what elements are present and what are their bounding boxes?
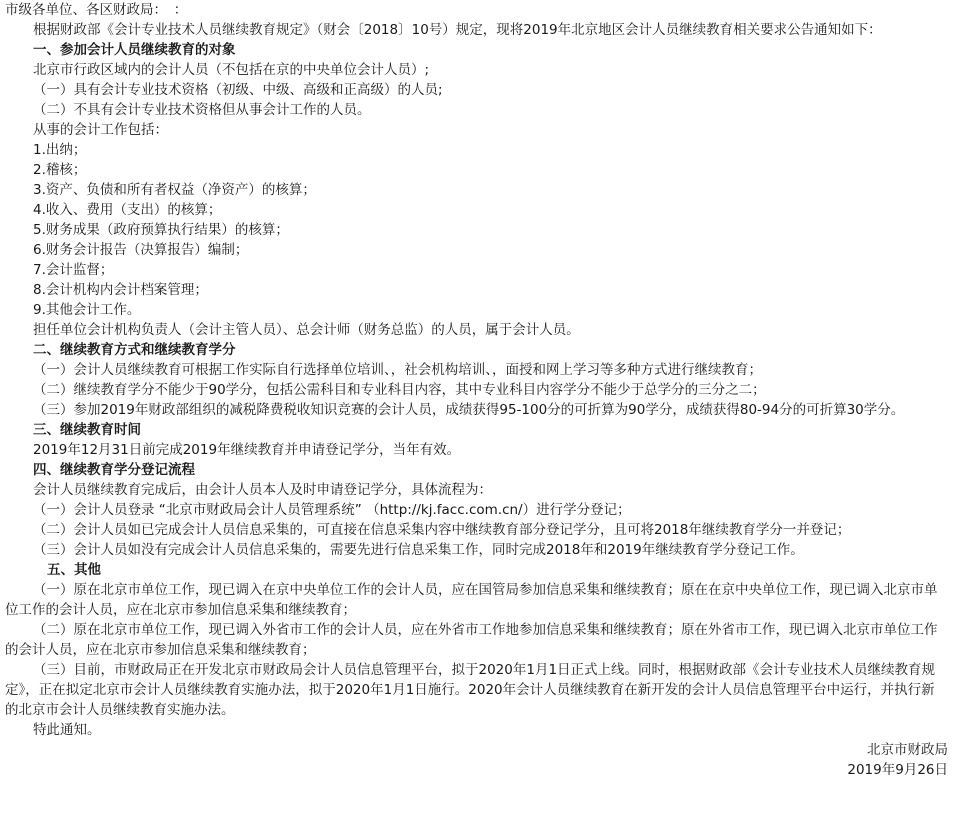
signature-date: 2019年9月26日 xyxy=(847,762,948,778)
section-1-line: 3.资产、负债和所有者权益（净资产）的核算； xyxy=(33,182,316,198)
section-2-item: （三）参加2019年财政部组织的减税降费税收知识竞赛的会计人员，成绩获得95-100分的可折算为90学分，成绩获得80-94分的可折算30学分。 xyxy=(33,402,905,418)
section-4-line: （三）会计人员如没有完成会计人员信息采集的，需要先进行信息采集工作，同时完成2018年和2019年继续教育学分登记工作。 xyxy=(33,542,804,558)
section-1-line: 4.收入、费用（支出）的核算； xyxy=(33,202,222,218)
intro-paragraph: 根据财政部《会计专业技术人员继续教育规定》（财会〔2018〕10号）规定，现将2019年北京地区会计人员继续教育相关要求公告通知如下： xyxy=(33,22,882,38)
section-1-line: 8.会计机构内会计档案管理； xyxy=(33,282,208,298)
section-1-line: 6.财务会计报告（决算报告）编制； xyxy=(33,242,249,258)
section-1-line: 2.稽核； xyxy=(33,162,87,178)
section-4-line: （二）会计人员如已完成会计人员信息采集的，可直接在信息采集内容中继续教育部分登记学分，且可将2018年继续教育学分一并登记； xyxy=(33,522,851,538)
section-3-heading: 三、继续教育时间 xyxy=(33,422,141,438)
section-2-heading: 二、继续教育方式和继续教育学分 xyxy=(33,342,236,358)
section-1-line: 5.财务成果（政府预算执行结果）的核算； xyxy=(33,222,289,238)
closing-line: 特此通知。 xyxy=(33,722,101,738)
section-2-item: （一）会计人员继续教育可根据工作实际自行选择单位培训、，社会机构培训、，面授和网上学习等多种方式进行继续教育； xyxy=(33,362,762,378)
section-1-line: 1.出纳； xyxy=(33,142,87,158)
section-5-item: （二）原在北京市单位工作，现已调入外省市工作的会计人员，应在外省市工作地参加信息采集和继续教育；原在外省市工作，现已调入北京市单位工作的会计人员，应在北京市参加信息采集和继续教育； xyxy=(5,622,938,658)
section-1-line: （一）具有会计专业技术资格（初级、中级、高级和正高级）的人员; xyxy=(33,82,443,98)
section-1-line: 北京市行政区域内的会计人员（不包括在京的中央单位会计人员）; xyxy=(33,62,430,78)
section-1-line: 担任单位会计机构负责人（会计主管人员）、总会计师（财务总监）的人员，属于会计人员。 xyxy=(33,322,580,338)
section-2-item: （二）继续教育学分不能少于90学分，包括公需科目和专业科目内容，其中专业科目内容学分不能少于总学分的三分之二； xyxy=(33,382,766,398)
section-1-heading: 一、参加会计人员继续教育的对象 xyxy=(33,42,236,58)
section-1-line: 从事的会计工作包括： xyxy=(33,122,168,138)
section-4-line: （一）会计人员登录 “北京市财政局会计人员管理系统” （http://kj.facc.com.cn/）进行学分登记； xyxy=(33,502,631,518)
section-3-line: 2019年12月31日前完成2019年继续教育并申请登记学分，当年有效。 xyxy=(33,442,461,458)
signature-issuer: 北京市财政局 xyxy=(867,742,948,758)
section-5-heading: 五、其他 xyxy=(47,562,101,578)
section-1-line: 7.会计监督； xyxy=(33,262,114,278)
section-5-item: （一）原在北京市单位工作，现已调入在京中央单位工作的会计人员，应在国管局参加信息采集和继续教育；原在在京中央单位工作，现已调入北京市单位工作的会计人员，应在北京市参加信息采集和继续教育； xyxy=(5,582,938,618)
section-5-item: （三）目前，市财政局正在开发北京市财政局会计人员信息管理平台，拟于2020年1月1日正式上线。同时，根据财政部《会计专业技术人员继续教育规定》，正在拟定北京市会计人员继续教育实施办法，拟于2020年1月1日施行。2020年会计人员继续教育在新开发的会计人员信息管理平台中运行，并执行新的北京市会计人员继续教育实施办法。 xyxy=(5,662,936,718)
section-1-line: （二）不具有会计专业技术资格但从事会计工作的人员。 xyxy=(33,102,371,118)
salutation: 市级各单位、各区财政局： ： xyxy=(5,2,188,18)
section-4-heading: 四、继续教育学分登记流程 xyxy=(33,462,195,478)
section-4-line: 会计人员继续教育完成后，由会计人员本人及时申请登记学分，具体流程为： xyxy=(33,482,492,498)
section-1-line: 9.其他会计工作。 xyxy=(33,302,141,318)
